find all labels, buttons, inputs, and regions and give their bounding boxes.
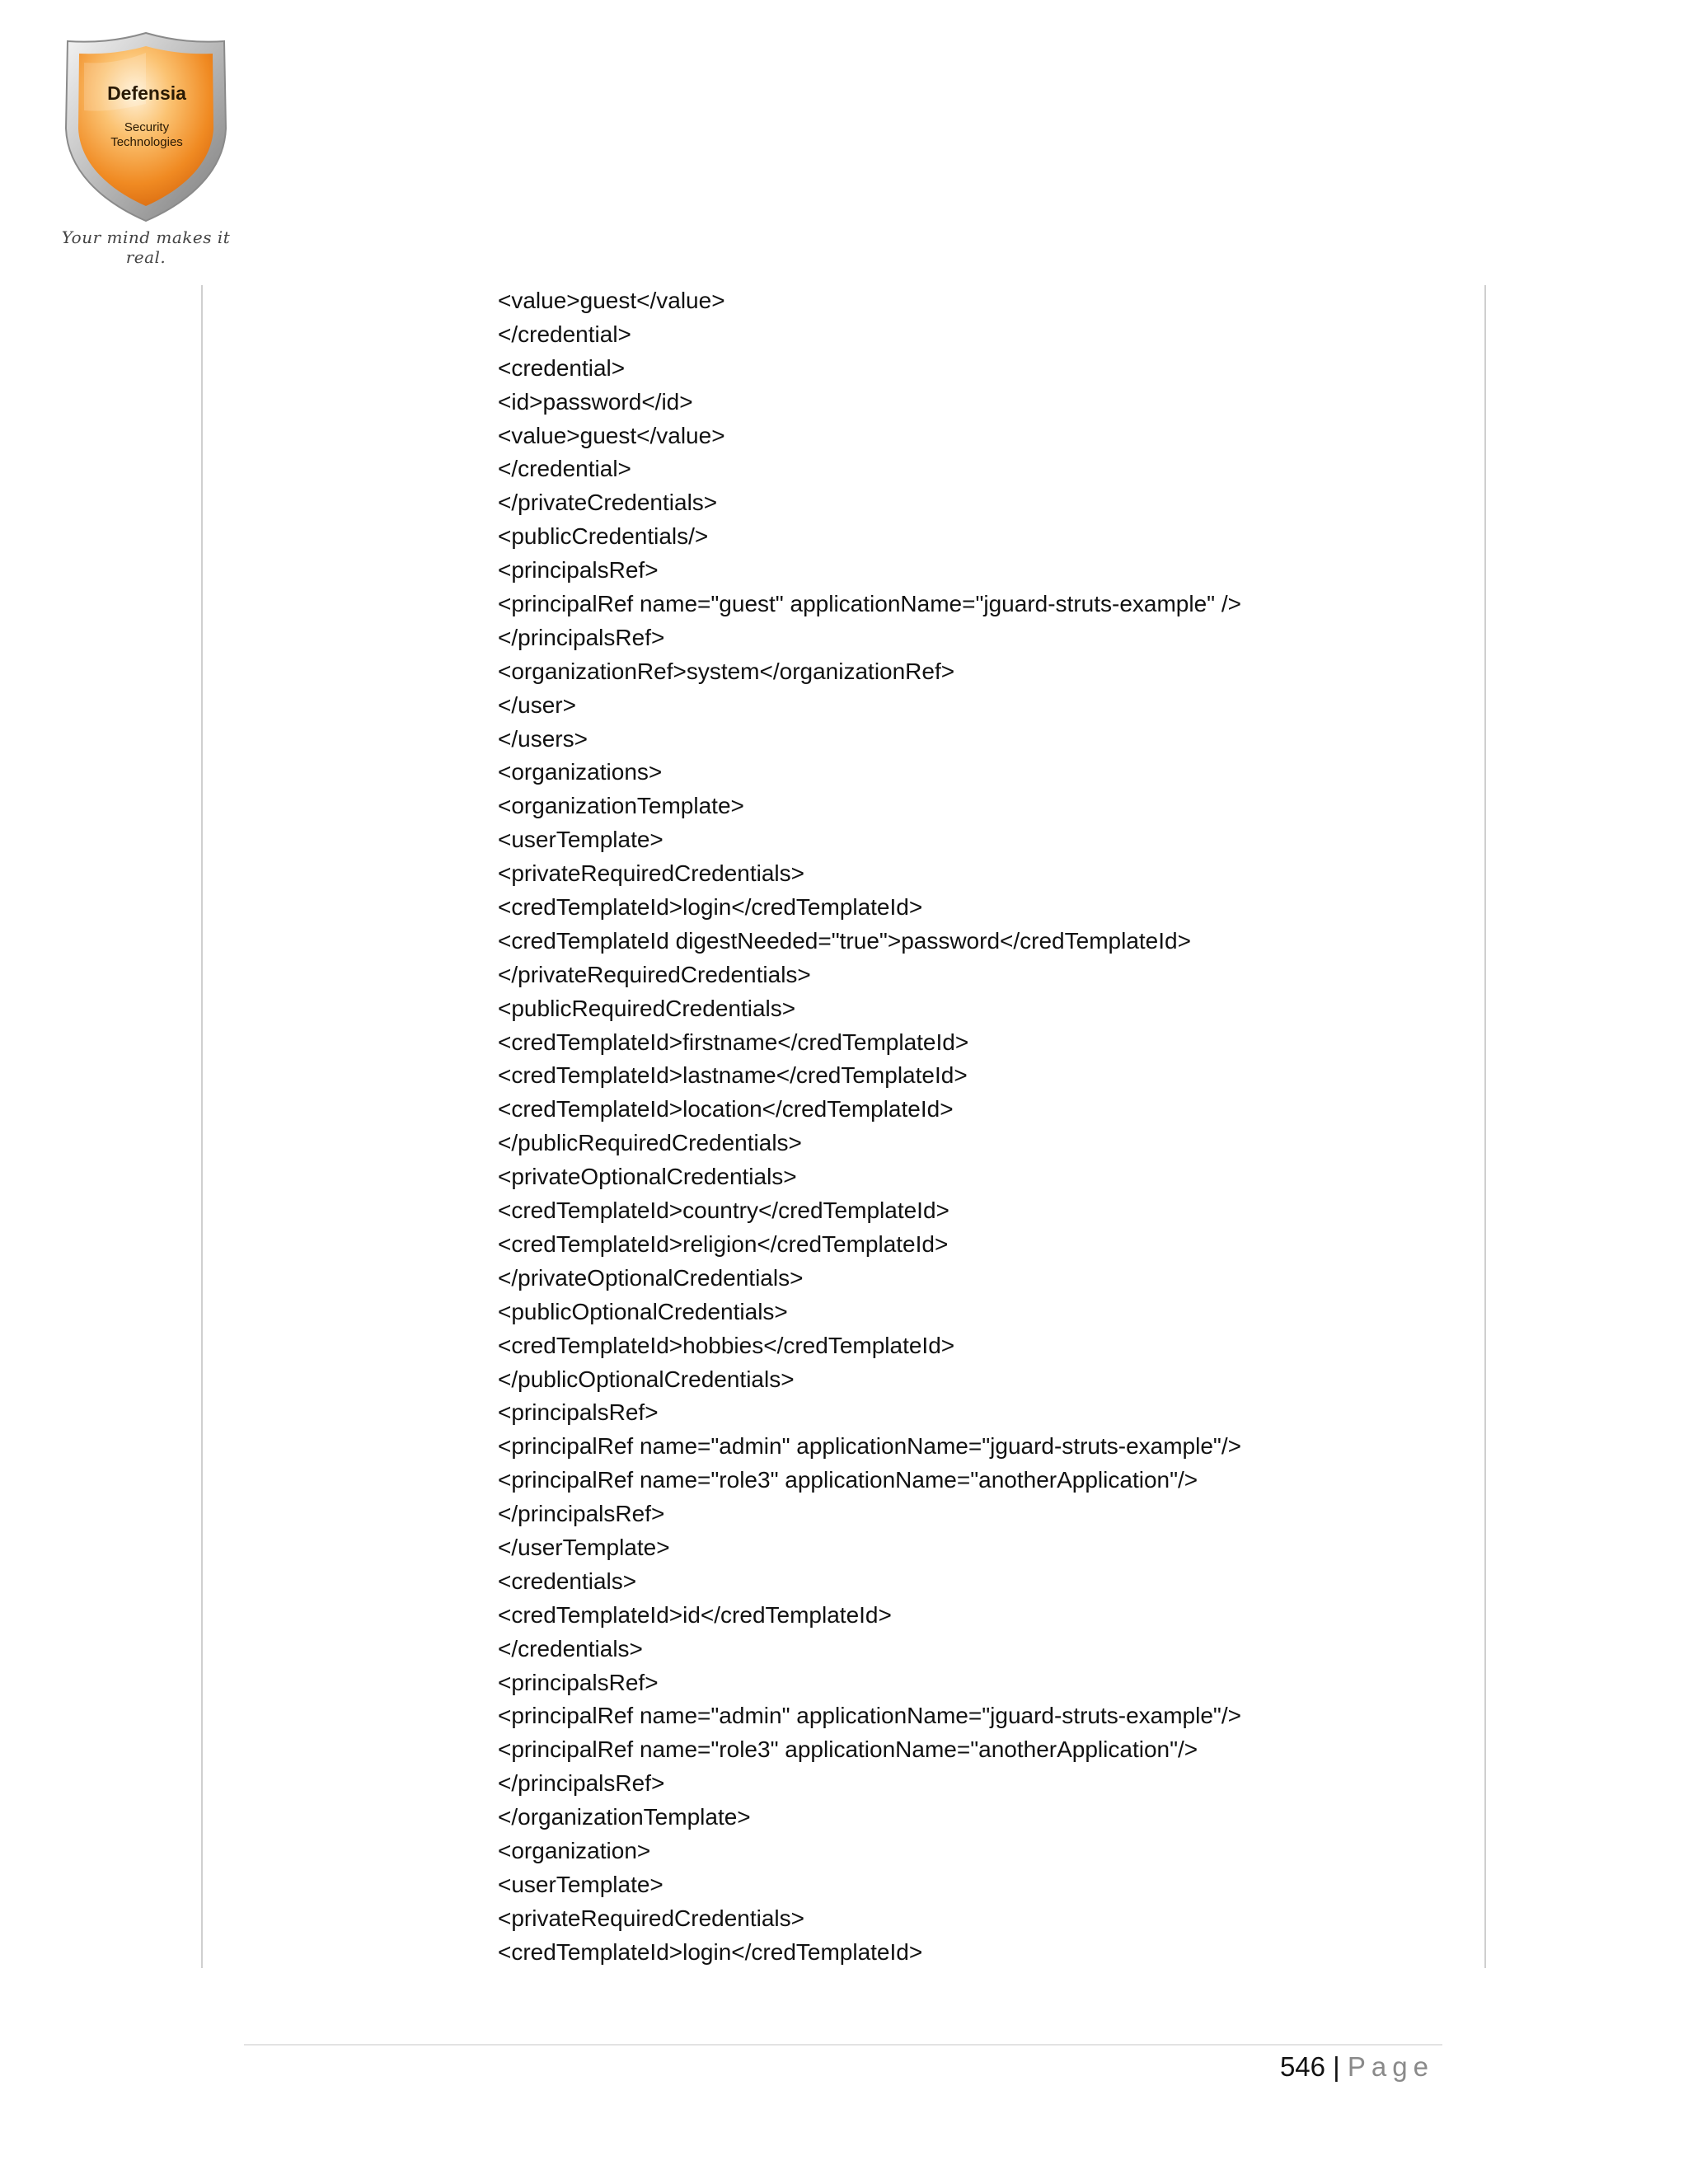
- footer-divider: [244, 2044, 1442, 2046]
- code-line: <organization>: [498, 1837, 651, 1863]
- page-label: Page: [1347, 2051, 1434, 2082]
- code-line: <principalRef name="role3" applicationName="anotherApplication"/>: [498, 1467, 1198, 1493]
- code-line: <userTemplate>: [498, 827, 663, 853]
- code-line: <credTemplateId>login</credTemplateId>: [498, 894, 923, 921]
- code-line: </user>: [498, 691, 576, 718]
- code-line: </organizationTemplate>: [498, 1804, 751, 1830]
- logo-subtitle-line1: Security: [124, 120, 170, 134]
- logo-subtitle: [64, 120, 229, 150]
- code-line: <publicOptionalCredentials>: [498, 1298, 788, 1324]
- code-line: <principalsRef>: [498, 1669, 659, 1695]
- code-line: <credTemplateId>hobbies</credTemplateId>: [498, 1332, 955, 1358]
- code-line: </users>: [498, 725, 588, 752]
- left-border-rule: [201, 285, 203, 1968]
- logo-subtitle-line2: Technologies: [110, 135, 183, 149]
- code-line: <principalsRef>: [498, 1399, 659, 1426]
- code-line: <credential>: [498, 354, 626, 381]
- code-line: <organizations>: [498, 759, 663, 785]
- code-line: </principalsRef>: [498, 1770, 665, 1797]
- code-line: <organizationTemplate>: [498, 793, 744, 819]
- code-line: <credTemplateId>lastname</credTemplateId>: [498, 1062, 968, 1089]
- code-line: <privateOptionalCredentials>: [498, 1164, 797, 1190]
- code-line: </principalsRef>: [498, 624, 665, 650]
- code-line: <credTemplateId>religion</credTemplateId>: [498, 1230, 949, 1257]
- code-line: <credTemplateId>login</credTemplateId>: [498, 1938, 923, 1965]
- logo-brand-name: Defensia: [107, 82, 186, 104]
- code-line: <id>password</id>: [498, 388, 693, 415]
- code-line: </userTemplate>: [498, 1534, 670, 1560]
- code-line: </privateOptionalCredentials>: [498, 1264, 804, 1291]
- code-line: <privateRequiredCredentials>: [498, 1905, 804, 1931]
- code-line: <credTemplateId>firstname</credTemplateId>: [498, 1029, 969, 1055]
- code-line: <credentials>: [498, 1568, 637, 1594]
- code-line: <publicCredentials/>: [498, 523, 709, 550]
- code-line: <credTemplateId digestNeeded="true">password</credTemplateId>: [498, 927, 1191, 954]
- code-line: <privateRequiredCredentials>: [498, 860, 804, 887]
- code-line: </principalsRef>: [498, 1501, 665, 1527]
- code-line: </credential>: [498, 321, 631, 347]
- code-line: <credTemplateId>country</credTemplateId>: [498, 1197, 950, 1224]
- code-line: <principalsRef>: [498, 557, 659, 583]
- page-number: 546: [1279, 2051, 1325, 2082]
- code-line: <credTemplateId>location</credTemplateId>: [498, 1096, 954, 1122]
- code-line: <organizationRef>system</organizationRef>: [498, 658, 955, 684]
- right-border-rule: [1484, 285, 1486, 1968]
- page-separator: |: [1325, 2051, 1348, 2082]
- code-line: <publicRequiredCredentials>: [498, 995, 796, 1021]
- page-footer: [1280, 2046, 1434, 2088]
- code-line: <principalRef name="admin" applicationName="jguard-struts-example"/>: [498, 1703, 1241, 1729]
- code-line: </credential>: [498, 456, 631, 482]
- code-line: </publicOptionalCredentials>: [498, 1366, 795, 1392]
- code-line: </publicRequiredCredentials>: [498, 1130, 802, 1156]
- company-logo: [59, 30, 232, 267]
- code-line: </credentials>: [498, 1635, 643, 1661]
- code-line: </privateRequiredCredentials>: [498, 961, 811, 987]
- code-line: <value>guest</value>: [498, 288, 725, 313]
- code-line: <principalRef name="guest" applicationName="jguard-struts-example" />: [498, 591, 1242, 617]
- code-line: <credTemplateId>id</credTemplateId>: [498, 1601, 892, 1628]
- logo-tagline: Your mind makes it real.: [61, 227, 231, 267]
- code-line: </privateCredentials>: [498, 490, 718, 516]
- xml-code-listing: [498, 284, 1479, 1970]
- code-line: <principalRef name="role3" applicationName="anotherApplication"/>: [498, 1736, 1198, 1763]
- code-line: <principalRef name="admin" applicationName="jguard-struts-example"/>: [498, 1433, 1241, 1460]
- code-line: <value>guest</value>: [498, 422, 725, 448]
- code-line: <userTemplate>: [498, 1871, 663, 1897]
